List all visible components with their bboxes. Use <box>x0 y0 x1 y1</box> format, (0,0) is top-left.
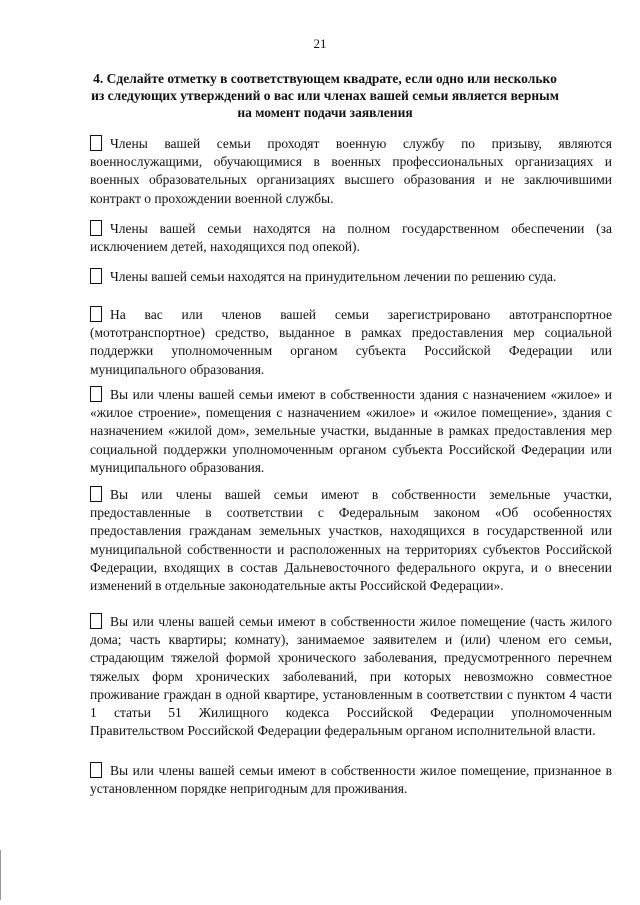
checkbox-chronic-disease[interactable] <box>90 613 102 629</box>
statement-text: Члены вашей семьи находятся на полном государственном обеспечении (за исключением детей, находящихся под опекой). <box>90 221 612 255</box>
statement-text: Вы или члены вашей семьи имеют в собственности жилое помещение (часть жилого дома; часть квартиры; комнату), занимаемое заявителем и (или) членом его семьи, страдающим тяжелой формой хронического заболевания, предусмотренного перечнем тяжелых форм хронических заболеваний, при которых невозможно совместное проживание граждан в одной квартире, установленным в соответствии с пунктом 4 части 1 статьи 51 Жилищного кодекса Российской Федерации уполномоченным Правительством Российской Федерации федеральным органом исполнительной власти. <box>90 614 612 739</box>
checkbox-residential-property[interactable] <box>90 386 102 402</box>
statement-state-support <box>90 220 612 256</box>
statement-text: Вы или члены вашей семьи имеют в собственности здания с назначением «жилое» и «жилое строение», помещения с назначением «жилое» и «жилое помещение», здания с назначением «жилой дом», земельные участки, выданные в рамках предоставления мер социальной поддержки уполномоченным органом субъекта Российской Федерации или муниципального образования. <box>90 387 612 475</box>
checkbox-compulsory-treatment[interactable] <box>90 268 102 284</box>
statement-military-service <box>90 135 612 208</box>
statement-text: На вас или членов вашей семьи зарегистрировано автотранспортное (мототранспортное) средство, выданное в рамках предоставления мер социальной поддержки уполномоченным органом субъекта Российской Федерации или муниципального образования. <box>90 307 612 377</box>
statement-unfit-housing <box>90 762 612 798</box>
checkbox-vehicle[interactable] <box>90 306 102 322</box>
checkbox-state-support[interactable] <box>90 220 102 236</box>
page-number: 21 <box>313 36 327 51</box>
scan-edge-mark <box>0 850 1 900</box>
statement-chronic-disease <box>90 613 612 740</box>
statement-text: Вы или члены вашей семьи имеют в собственности земельные участки, предоставленные в соответствии с Федеральным законом «Об особенностях предоставления гражданам земельных участков, находящихся в государственной или муниципальной собственности и расположенных на территориях субъектов Российской Федерации, входящих в состав Дальневосточного федерального округа, и о внесении изменений в отдельные законодательные акты Российской Федерации». <box>90 487 612 594</box>
statement-text: Вы или члены вашей семьи имеют в собственности жилое помещение, признанное в установленном порядке непригодным для проживания. <box>90 763 612 797</box>
checkbox-unfit-housing[interactable] <box>90 762 102 778</box>
checkbox-land-plots[interactable] <box>90 486 102 502</box>
statement-residential-property <box>90 386 612 477</box>
checkbox-military-service[interactable] <box>90 135 102 151</box>
statement-compulsory-treatment <box>90 268 612 286</box>
statement-text: Члены вашей семьи находятся на принудительном лечении по решению суда. <box>110 269 557 284</box>
section-heading: 4. Сделайте отметку в соответствующем квадрате, если одно или несколько из следующих утверждений о вас или членах вашей семьи является верным на момент подачи заявления <box>91 71 559 120</box>
statement-vehicle <box>90 306 612 379</box>
statement-land-plots <box>90 486 612 595</box>
statement-text: Члены вашей семьи проходят военную службу по призыву, являются военнослужащими, обучающимися в военных профессиональных организациях и военных образовательных организациях высшего образования и не заключившими контракт о прохождении военной службы. <box>90 136 612 206</box>
